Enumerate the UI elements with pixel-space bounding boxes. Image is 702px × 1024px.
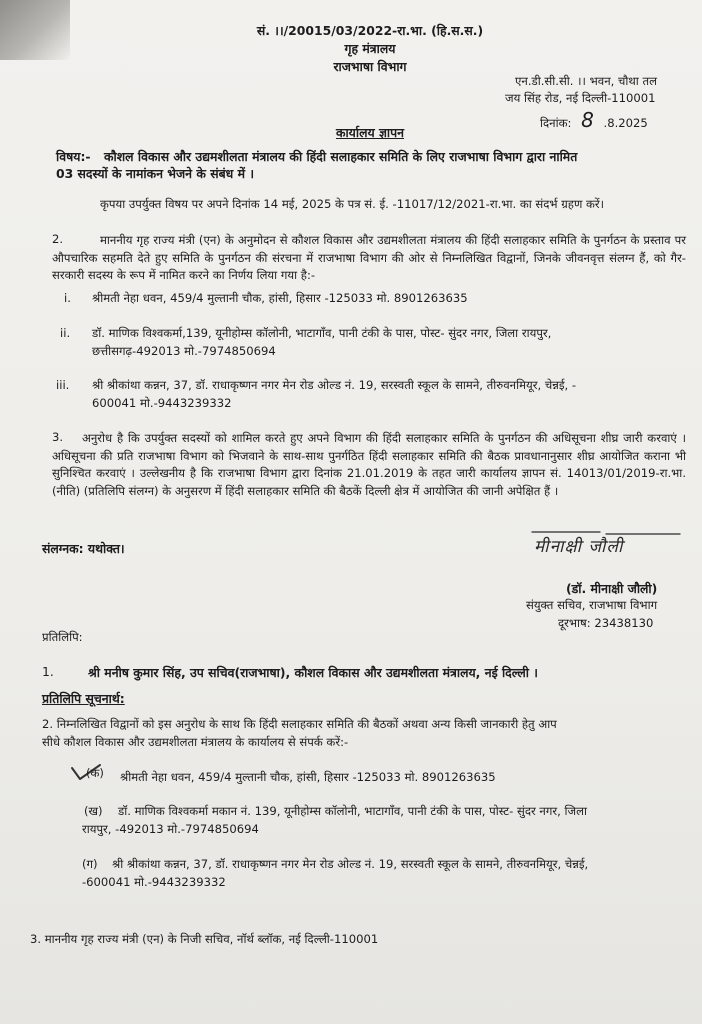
- ministry-name: गृह मंत्रालय: [344, 41, 396, 56]
- paragraph-2: माननीय गृह राज्य मंत्री (एन) के अनुमोदन से कौशल विकास और उद्यमशीलता मंत्रालय की हिंदी सलाहकार समिति के पुनर्गठन के प्रस्ताव पर औपचारिक सहमति देते हुए समिति के पुनर्गठन की संरचना में राजभाषा विभाग की ओर से निम्नलिखित विद्वानों, जिनके जीवनवृत्त संलग्न हैं, को गैर-सरकारी सदस्य के रूप में नामित करने का निर्णय लिया गया है:-: [52, 233, 686, 282]
- address-line-2: जय सिंह रोड, नई दिल्ली-110001: [505, 91, 656, 105]
- copy-member-1-number: (क): [86, 766, 104, 780]
- file-number: सं. ।।/20015/03/2022-रा.भा. (हि.स.स.): [256, 23, 484, 38]
- copy-1-text: श्री मनीष कुमार सिंह, उप सचिव(राजभाषा), कौशल विकास और उद्यमशीलता मंत्रालय, नई दिल्ली ।: [88, 665, 538, 680]
- signatory-phone: दूरभाष: 23438130: [558, 616, 654, 630]
- subject-label: विषय:-: [56, 149, 91, 164]
- copy-member-2-line-2: रायपुर, -492013 मो.-7974850694: [82, 822, 259, 836]
- copy-member-3-line-1: श्री श्रीकांथा कन्नन, 37, डॉ. राधाकृष्णन नगर मेन रोड ओल्ड नं. 19, सरस्वती स्कूल के सामने, तीरुवनमियूर, चेन्नई,: [112, 857, 589, 871]
- member-2-line-1: डॉ. माणिक विश्वकर्मा,139, यूनीहोम्स कॉलोनी, भाटागाँव, पानी टंकी के पास, पोस्ट- सुंदर नगर, जिला रायपुर,: [92, 326, 552, 340]
- member-2-number: ii.: [60, 326, 71, 340]
- copy-member-2-number: (ख): [84, 804, 103, 818]
- address-line-1: एन.डी.सी.सी. ।। भवन, चौथा तल: [515, 74, 657, 88]
- paragraph-1: कृपया उपर्युक्त विषय पर अपने दिनांक 14 मई, 2025 के पत्र सं. ई. -11017/12/2021-रा.भा. का संदर्भ ग्रहण करें।: [100, 197, 605, 211]
- copy-label: प्रतिलिपि:: [42, 630, 83, 644]
- member-2-line-2: छत्तीसगढ़-492013 मो.-7974850694: [92, 344, 276, 358]
- copy-3-text: 3. माननीय गृह राज्य मंत्री (एन) के निजी सचिव, नॉर्थ ब्लॉक, नई दिल्ली-110001: [30, 932, 379, 946]
- copy-member-2-line-1: डॉ. माणिक विश्वकर्मा मकान नं. 139, यूनीहोम्स कॉलोनी, भाटागाँव, पानी टंकी के पास, पोस्ट- सुंदर नगर, जिला: [118, 804, 587, 818]
- copy-2-line-1: 2. निम्नलिखित विद्वानों को इस अनुरोध के साथ कि हिंदी सलाहकार समिति की बैठकों अथवा अन्य किसी जानकारी हेतु आप: [42, 717, 557, 731]
- handwritten-signature: [530, 526, 690, 566]
- date-rest: .8.2025: [603, 116, 648, 130]
- signature-handwriting: मीनाक्षी जौली: [534, 537, 624, 557]
- copy-info-label: प्रतिलिपि सूचनार्थ:: [42, 691, 125, 706]
- signatory-designation: संयुक्त सचिव, राजभाषा विभाग: [526, 598, 658, 612]
- date-day-handwritten: 8: [581, 108, 594, 132]
- enclosure-note: संलग्नक: यथोक्त।: [42, 541, 125, 556]
- department-name: राजभाषा विभाग: [333, 59, 407, 74]
- member-3-number: iii.: [56, 378, 70, 392]
- paragraph-2-number: 2.: [52, 232, 64, 246]
- date-line: [540, 108, 648, 132]
- member-3-line-2: 600041 मो.-9443239332: [92, 396, 232, 410]
- paragraph-3: अनुरोध है कि उपर्युक्त सदस्यों को शामिल करते हुए अपने विभाग की हिंदी सलाहकार समिति के पुनर्गठन की अधिसूचना शीघ्र जारी करवाएं । अधिसूचना की प्रति राजभाषा विभाग को भिजवाने के साथ-साथ पुनर्गठित हिंदी सलाहकार समिति की बैठक प्रावधानानुसार शीघ्र आयोजित कराना भी सुनिश्चित करवाएं । उल्लेखनीय है कि राजभाषा विभाग द्वारा दिनांक 21.01.2019 के तहत जारी कार्यालय ज्ञापन सं. 14013/01/2019-रा.भा.(नीति) (प्रतिलिपि संलग्न) के अनुसरण में हिंदी सलाहकार समिति की बैठकें दिल्ली क्षेत्र में आयोजित की जानी अपेक्षित हैं ।: [52, 431, 686, 498]
- copy-2-line-2: सीधे कौशल विकास और उद्यमशीलता मंत्रालय के कार्यालय से संपर्क करें:-: [42, 735, 349, 749]
- member-1-number: i.: [64, 291, 71, 305]
- member-3-line-1: श्री श्रीकांथा कन्नन, 37, डॉ. राधाकृष्णन नगर मेन रोड ओल्ड नं. 19, सरस्वती स्कूल के सामने, तीरुवनमियूर, चेन्नई, -: [92, 378, 577, 392]
- copy-member-3-line-2: -600041 मो.-9443239332: [82, 875, 226, 889]
- copy-member-3-number: (ग): [82, 857, 98, 871]
- member-1-text: श्रीमती नेहा धवन, 459/4 मुल्तानी चौक, हांसी, हिसार -125033 मो. 8901263635: [92, 291, 468, 305]
- page-fold-shadow: [0, 0, 70, 60]
- date-label: दिनांक:: [540, 116, 572, 130]
- subject-line-1: कौशल विकास और उद्यमशीलता मंत्रालय की हिंदी सलाहकार समिति के लिए राजभाषा विभाग द्वारा नामित: [104, 149, 578, 164]
- copy-1-number: 1.: [42, 664, 54, 679]
- document-title: कार्यालय ज्ञापन: [335, 125, 405, 140]
- paragraph-3-number: 3.: [52, 430, 64, 444]
- subject-line-2: 03 सदस्यों के नामांकन भेजने के संबंध में ।: [56, 166, 255, 181]
- copy-member-1-text: श्रीमती नेहा धवन, 459/4 मुल्तानी चौक, हांसी, हिसार -125033 मो. 8901263635: [120, 770, 496, 784]
- signatory-name: (डॉ. मीनाक्षी जौली): [566, 581, 658, 596]
